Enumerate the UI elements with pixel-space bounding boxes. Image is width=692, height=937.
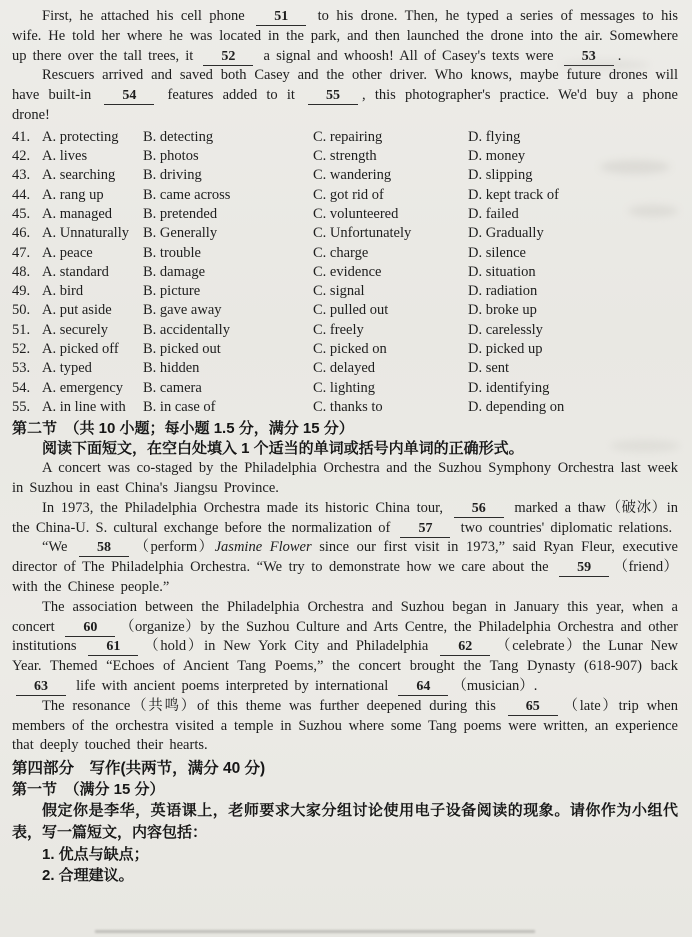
option-cell: C. thanks to xyxy=(313,398,383,415)
option-cell: C. charge xyxy=(313,244,369,261)
option-cell: C. freely xyxy=(313,321,364,338)
part4-writing-header: 第四部分 写作(共两节，满分 40 分) xyxy=(12,760,266,778)
option-row xyxy=(12,263,678,282)
writing-item-2: 2. 合理建议。 xyxy=(42,867,134,885)
option-cell: 48. A. standard xyxy=(12,263,143,282)
option-cell: C. lighting xyxy=(313,379,376,396)
option-cell: B. Generally xyxy=(143,225,218,242)
answer-blank-62: 62 xyxy=(440,640,490,656)
question-number: 55. xyxy=(12,398,31,415)
option-cell: C. volunteered xyxy=(313,205,399,222)
question-number: 54. xyxy=(12,379,31,396)
option-cell: C. wandering xyxy=(313,167,392,184)
option-cell: D. identifying xyxy=(468,379,550,396)
writing-item-1: 1. 优点与缺点； xyxy=(42,846,149,864)
option-cell: D. money xyxy=(468,148,526,165)
question-number: 43. xyxy=(12,167,31,184)
answer-blank-59: 59 xyxy=(559,561,609,577)
answer-blank-56: 56 xyxy=(454,502,504,518)
passage-paragraph-3: “We 58 （perform）Jasmine Flower since our first visit in 1973,” said Ryan Fleur, executive director of The Philadelphia Orchestra. “We try to demonstrate how we care about the 59 （friend）with the Chinese people.” xyxy=(12,539,678,596)
option-cell: 53. A. typed xyxy=(12,359,143,378)
option-row xyxy=(12,398,678,417)
option-cell: B. driving xyxy=(143,167,202,184)
passage-paragraph-2: In 1973, the Philadelphia Orchestra made its historic China tour, 56 marked a thaw（破冰）in the China-U. S. cultural exchange before the normalization of 57 two countries' diplomatic relations. xyxy=(12,499,678,536)
answer-blank-65: 65 xyxy=(508,700,558,716)
option-row xyxy=(12,166,678,185)
section2-header: 第二节 （共 10 小题；每小题 1.5 分，满分 15 分） xyxy=(12,420,354,438)
question-number: 47. xyxy=(12,244,31,261)
option-cell: B. gave away xyxy=(143,302,222,319)
option-cell: D. sent xyxy=(468,360,510,377)
option-row xyxy=(12,244,678,263)
option-cell: B. accidentally xyxy=(143,321,230,338)
writing-prompt: 假定你是李华，英语课上，老师要求大家分组讨论使用电子设备阅读的现象。请你作为小组代表，写一篇短文，内容包括： xyxy=(12,802,678,842)
option-cell: 42. A. lives xyxy=(12,147,143,166)
option-row xyxy=(12,359,678,378)
option-cell: 51. A. securely xyxy=(12,321,143,340)
question-number: 50. xyxy=(12,302,31,319)
option-cell: D. depending on xyxy=(468,398,565,415)
option-cell: D. picked up xyxy=(468,341,543,358)
option-cell: D. situation xyxy=(468,263,536,280)
option-cell: B. trouble xyxy=(143,244,201,261)
question-number: 48. xyxy=(12,263,31,280)
option-row xyxy=(12,186,678,205)
passage-paragraph-1: A concert was co-staged by the Philadelphia Orchestra and the Suzhou Symphony Orchestra last week in Suzhou in east China's Jiangsu Province. xyxy=(12,460,678,497)
question-number: 53. xyxy=(12,360,31,377)
answer-blank-61: 61 xyxy=(88,640,138,656)
answer-blank-57: 57 xyxy=(400,522,450,538)
question-number: 51. xyxy=(12,321,31,338)
option-cell: C. strength xyxy=(313,148,377,165)
question-number: 44. xyxy=(12,186,31,203)
option-row xyxy=(12,321,678,340)
question-number: 49. xyxy=(12,283,31,300)
option-cell: D. Gradually xyxy=(468,225,544,242)
question-number: 52. xyxy=(12,341,31,358)
scan-bottom-line xyxy=(95,930,535,933)
option-row xyxy=(12,147,678,166)
question-number: 41. xyxy=(12,128,31,145)
option-cell: B. hidden xyxy=(143,360,200,377)
option-cell: 41. A. protecting xyxy=(12,128,143,147)
option-row xyxy=(12,128,678,147)
option-cell: B. came across xyxy=(143,186,231,203)
answer-blank-63: 63 xyxy=(16,680,66,696)
option-cell: D. failed xyxy=(468,205,519,222)
option-cell: C. signal xyxy=(313,283,365,300)
option-cell: C. picked on xyxy=(313,341,387,358)
option-cell: D. silence xyxy=(468,244,526,261)
option-cell: B. picture xyxy=(143,283,201,300)
option-cell: D. broke up xyxy=(468,302,537,319)
option-cell: 54. A. emergency xyxy=(12,379,143,398)
answer-blank-52: 52 xyxy=(203,50,253,66)
option-cell: B. in case of xyxy=(143,398,216,415)
option-row xyxy=(12,379,678,398)
option-cell: B. damage xyxy=(143,263,206,280)
option-row xyxy=(12,224,678,243)
question-number: 45. xyxy=(12,205,31,222)
option-cell: B. pretended xyxy=(143,205,218,222)
option-cell: 55. A. in line with xyxy=(12,398,143,417)
options-table xyxy=(12,128,678,417)
option-cell: C. evidence xyxy=(313,263,382,280)
answer-blank-60: 60 xyxy=(65,621,115,637)
section2-instruction: 阅读下面短文，在空白处填入 1 个适当的单词或括号内单词的正确形式。 xyxy=(42,440,524,458)
option-cell: 44. A. rang up xyxy=(12,186,143,205)
answer-blank-54: 54 xyxy=(104,89,154,105)
option-row xyxy=(12,282,678,301)
option-cell: 46. A. Unnaturally xyxy=(12,224,143,243)
option-cell: 50. A. put aside xyxy=(12,301,143,320)
option-cell: D. flying xyxy=(468,128,521,145)
option-row xyxy=(12,301,678,320)
option-cell: B. detecting xyxy=(143,128,214,145)
option-cell: C. Unfortunately xyxy=(313,225,412,242)
writing-section-header: 第一节 （满分 15 分） xyxy=(12,781,165,799)
answer-blank-64: 64 xyxy=(398,680,448,696)
option-cell: 47. A. peace xyxy=(12,244,143,263)
cloze-paragraph-2: Rescuers arrived and saved both Casey and the other driver. Who knows, maybe future drones will have built-in 54 features added to it 55 , this photographer's practice. We'd buy a phone drone! xyxy=(12,67,678,123)
italic-work-title: Jasmine Flower xyxy=(214,539,312,556)
option-cell: C. delayed xyxy=(313,360,376,377)
cloze-paragraph-1: First, he attached his cell phone 51 to his drone. Then, he typed a series of messages to his wife. He told her where he was located in the park, and then launched the drone into the air. Somewhere up there over the tall trees, it 52 a signal and whoosh! All of Casey's texts were 53 . xyxy=(12,8,678,64)
answer-blank-53: 53 xyxy=(564,50,614,66)
option-cell: 52. A. picked off xyxy=(12,340,143,359)
option-cell: B. camera xyxy=(143,379,202,396)
option-cell: D. radiation xyxy=(468,283,538,300)
passage-paragraph-5: The resonance（共鸣）of this theme was further deepened during this 65 （late）trip when members of the orchestra visited a temple in Suzhou where some Tang poems were written, an experience that deeply touched their hearts. xyxy=(12,697,678,754)
answer-blank-55: 55 xyxy=(308,89,358,105)
question-number: 46. xyxy=(12,225,31,242)
option-cell: D. carelessly xyxy=(468,321,543,338)
option-cell: C. pulled out xyxy=(313,302,389,319)
option-cell: D. slipping xyxy=(468,167,533,184)
option-row xyxy=(12,340,678,359)
option-cell: 49. A. bird xyxy=(12,282,143,301)
option-cell: D. kept track of xyxy=(468,186,559,203)
option-cell: C. repairing xyxy=(313,128,383,145)
option-row xyxy=(12,205,678,224)
question-number: 42. xyxy=(12,148,31,165)
option-cell: 43. A. searching xyxy=(12,166,143,185)
option-cell: 45. A. managed xyxy=(12,205,143,224)
option-cell: C. got rid of xyxy=(313,186,384,203)
answer-blank-51: 51 xyxy=(256,10,306,26)
passage-paragraph-4: The association between the Philadelphia Orchestra and Suzhou began in January this year, when a concert 60 （organize）by the Suzhou Culture and Arts Centre, the Philadelphia Orchestra and other institutions 61 （hold）in New York City and Philadelphia 62 （celebrate）the Lunar New Year. Themed “Echoes of Ancient Tang Poems,” the concert brought the Tang Dynasty (618-907) back 63 life with ancient poems interpreted by international 64 （musician）. xyxy=(12,598,679,694)
answer-blank-58: 58 xyxy=(79,541,129,557)
option-cell: B. photos xyxy=(143,148,199,165)
option-cell: B. picked out xyxy=(143,341,221,358)
